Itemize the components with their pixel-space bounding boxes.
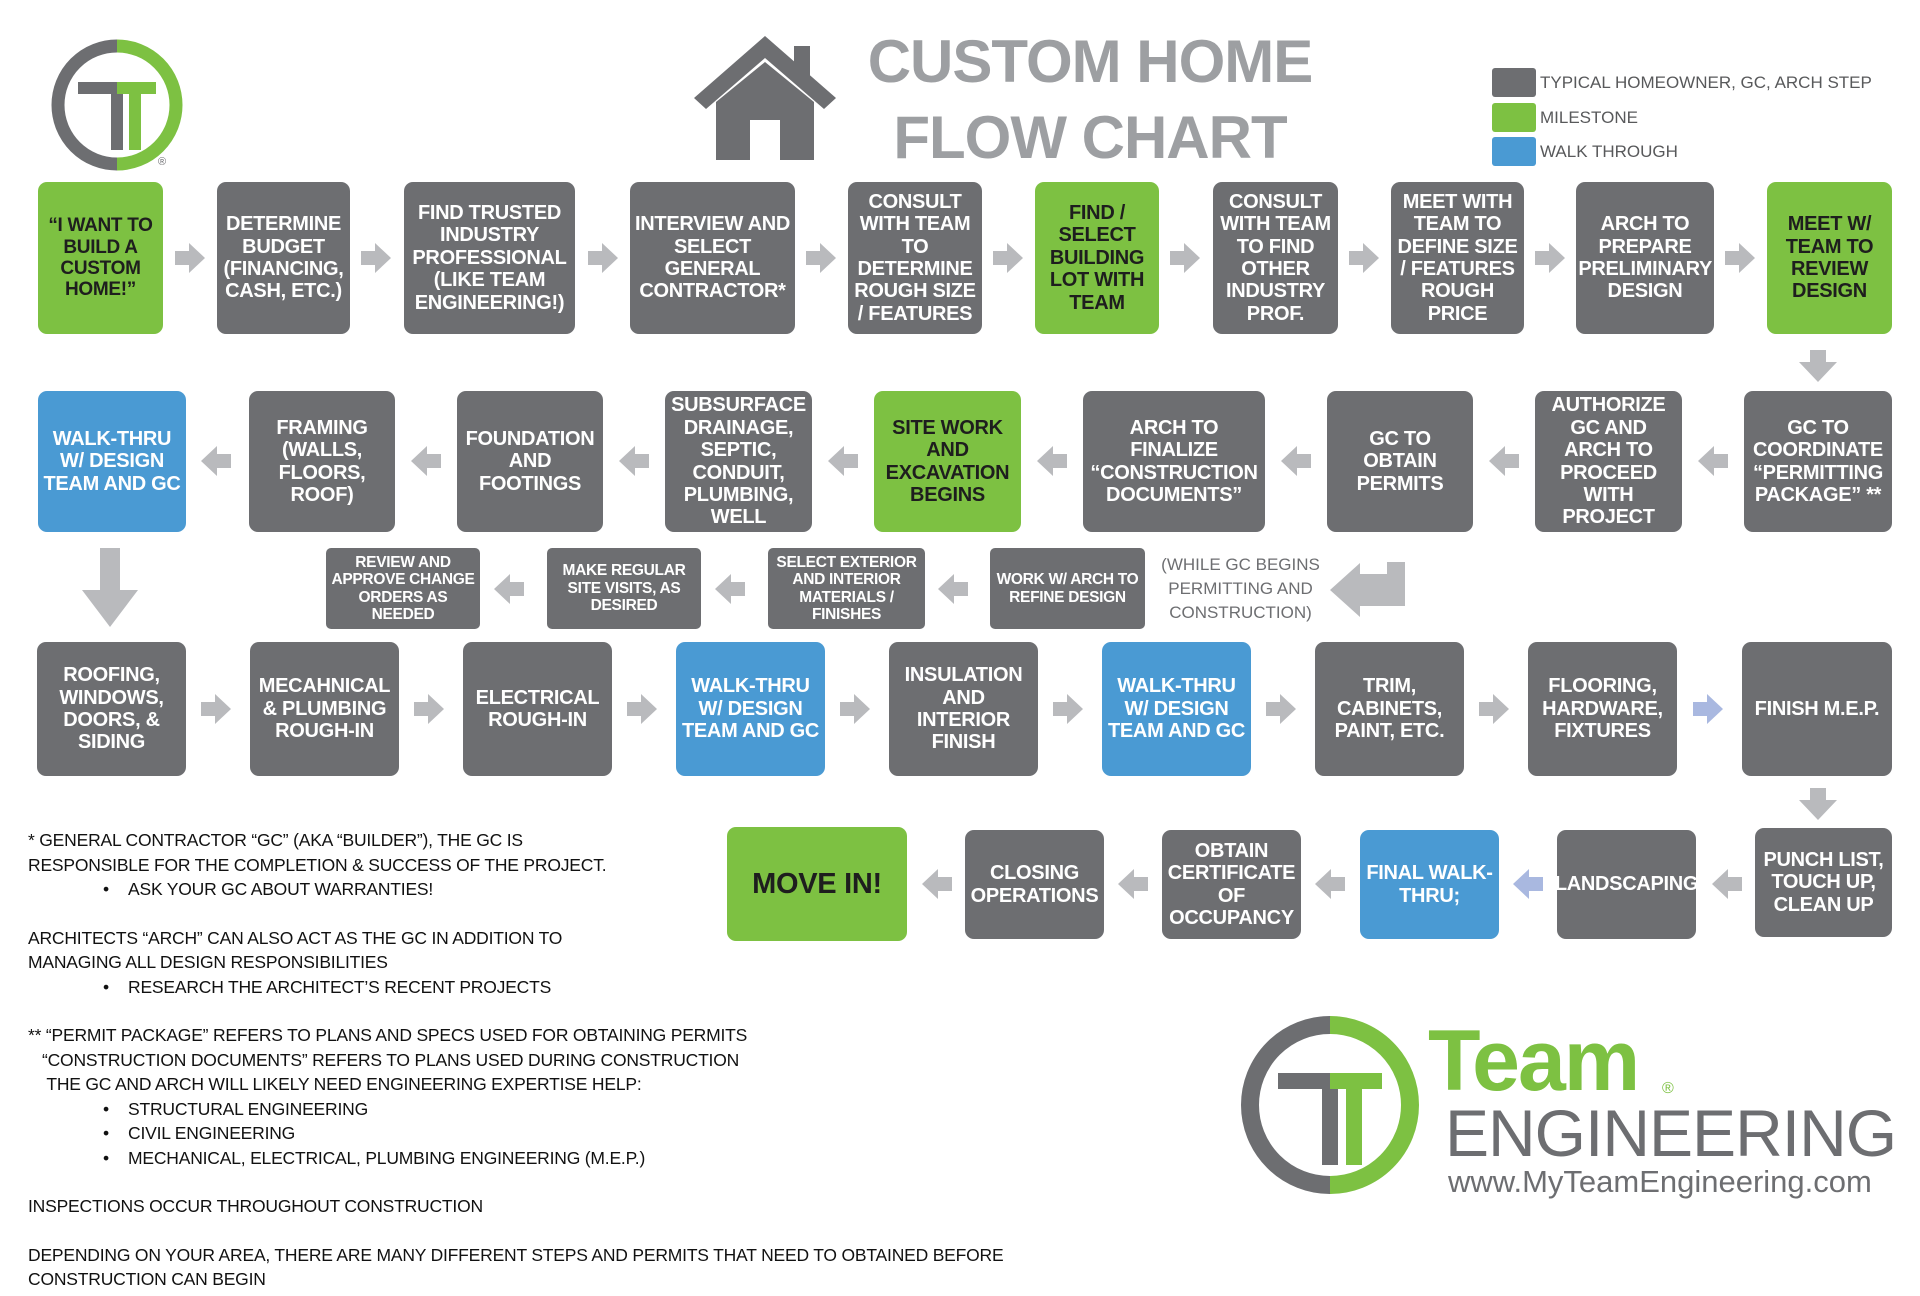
note-bullet: • CIVIL ENGINEERING — [28, 1121, 1028, 1146]
step-find-trusted-professional: FIND TRUSTED INDUSTRY PROFESSIONAL (LIKE TEAM ENGINEERING!) — [404, 182, 575, 334]
arrow-right-icon — [588, 243, 618, 273]
arrow-left-icon — [201, 446, 231, 476]
note-line: INSPECTIONS OCCUR THROUGHOUT CONSTRUCTION — [28, 1196, 483, 1216]
step-site-work: SITE WORK AND EXCAVATION BEGINS — [874, 391, 1021, 532]
arrow-right-icon — [1693, 694, 1723, 724]
arrow-left-icon — [1315, 869, 1345, 899]
note-spacer — [28, 1219, 1028, 1243]
note-bullet: • MECHANICAL, ELECTRICAL, PLUMBING ENGINEERING (M.E.P.) — [28, 1146, 1028, 1171]
side-step-change-orders: REVIEW AND APPROVE CHANGE ORDERS AS NEEDED — [326, 548, 480, 629]
note-line: CONSTRUCTION CAN BEGIN — [28, 1269, 266, 1289]
step-electrical: ELECTRICAL ROUGH-IN — [463, 642, 612, 776]
step-consult-other-professionals: CONSULT WITH TEAM TO FIND OTHER INDUSTRY PROF. — [1213, 182, 1338, 334]
note-bullet: • ASK YOUR GC ABOUT WARRANTIES! — [28, 877, 1028, 902]
arrow-right-icon — [1535, 243, 1565, 273]
step-walkthru-after-insulation: WALK-THRU W/ DESIGN TEAM AND GC — [1102, 642, 1251, 776]
note-spacer — [28, 1170, 1028, 1194]
arrow-right-icon — [1349, 243, 1379, 273]
side-note-permitting: (WHILE GC BEGINS PERMITTING AND CONSTRUCTION) — [1161, 555, 1320, 622]
arrow-left-icon — [494, 574, 524, 604]
arrow-left-icon — [619, 446, 649, 476]
side-step-site-visits: MAKE REGULAR SITE VISITS, AS DESIRED — [547, 548, 701, 629]
step-roofing-windows: ROOFING, WINDOWS, DOORS, & SIDING — [37, 642, 186, 776]
page-title-line2: FLOW CHART — [893, 104, 1287, 171]
note-line: * GENERAL CONTRACTOR “GC” (AKA “BUILDER”), THE GC IS — [28, 830, 523, 850]
step-certificate-of-occupancy: OBTAIN CERTIFICATE OF OCCUPANCY — [1162, 830, 1301, 939]
legend-label: WALK THROUGH — [1540, 141, 1678, 161]
note-line: ** “PERMIT PACKAGE” REFERS TO PLANS AND SPECS USED FOR OBTAINING PERMITS — [28, 1025, 748, 1045]
step-consult-rough-size: CONSULT WITH TEAM TO DETERMINE ROUGH SIZE / FEATURES — [848, 182, 982, 334]
note-line: MANAGING ALL DESIGN RESPONSIBILITIES — [28, 952, 388, 972]
note-spacer — [28, 902, 1028, 926]
step-subsurface-drainage: SUBSURFACE DRAINAGE, SEPTIC, CONDUIT, PLUMBING, WELL — [665, 391, 812, 532]
step-flooring: FLOORING, HARDWARE, FIXTURES — [1528, 642, 1677, 776]
step-trim-cabinets: TRIM, CABINETS, PAINT, ETC. — [1315, 642, 1464, 776]
arrow-left-icon — [1489, 446, 1519, 476]
arrow-left-icon — [1118, 869, 1148, 899]
arrow-right-icon — [627, 694, 657, 724]
note-spacer — [28, 999, 1028, 1023]
arrow-left-icon — [1513, 869, 1543, 899]
arrow-right-icon — [175, 243, 205, 273]
step-authorize-gc-arch: AUTHORIZE GC AND ARCH TO PROCEED WITH PROJECT — [1535, 391, 1682, 532]
step-obtain-permits: GC TO OBTAIN PERMITS — [1327, 391, 1473, 532]
arrow-right-icon — [993, 243, 1023, 273]
arrow-right-icon — [414, 694, 444, 724]
arrow-down-icon — [82, 548, 138, 627]
legend-label: TYPICAL HOMEOWNER, GC, ARCH STEP — [1540, 72, 1872, 92]
arrow-down-icon — [1799, 788, 1837, 820]
note-bullet: • RESEARCH THE ARCHITECT’S RECENT PROJECTS — [28, 975, 1028, 1000]
arrow-right-icon — [1053, 694, 1083, 724]
step-define-size-price: MEET WITH TEAM TO DEFINE SIZE / FEATURES ROUGH PRICE — [1391, 182, 1524, 334]
step-i-want-to-build: “I WANT TO BUILD A CUSTOM HOME!” — [38, 182, 163, 334]
brand-name-team: Team — [1428, 1013, 1639, 1109]
step-preliminary-design: ARCH TO PREPARE PRELIMINARY DESIGN — [1576, 182, 1714, 334]
note-line: ARCHITECTS “ARCH” CAN ALSO ACT AS THE GC IN ADDITION TO — [28, 927, 563, 948]
note-line: DEPENDING ON YOUR AREA, THERE ARE MANY DIFFERENT STEPS AND PERMITS THAT NEED TO OBTAINED BEFORE — [28, 1244, 1004, 1265]
step-finish-mep: FINISH M.E.P. — [1742, 642, 1892, 776]
step-foundation: FOUNDATION AND FOOTINGS — [457, 391, 603, 532]
step-find-building-lot: FIND / SELECT BUILDING LOT WITH TEAM — [1035, 182, 1159, 334]
brand-url: www.MyTeamEngineering.com — [1448, 1164, 1872, 1199]
arrow-right-icon — [201, 694, 231, 724]
step-final-walkthru: FINAL WALK-THRU; — [1360, 830, 1499, 939]
brand-registered-mark: ® — [1662, 1080, 1674, 1097]
arrow-down-icon — [1799, 350, 1837, 382]
arrow-right-icon — [806, 243, 836, 273]
side-step-refine-design: WORK W/ ARCH TO REFINE DESIGN — [990, 548, 1145, 629]
arrow-left-icon — [828, 446, 858, 476]
side-step-select-materials: SELECT EXTERIOR AND INTERIOR MATERIALS / FINISHES — [768, 548, 925, 629]
footnotes — [28, 828, 1028, 1292]
arrow-right-icon — [840, 694, 870, 724]
arrow-right-icon — [1266, 694, 1296, 724]
note-line: “CONSTRUCTION DOCUMENTS” REFERS TO PLANS USED DURING CONSTRUCTION — [28, 1049, 740, 1070]
arrow-right-icon — [361, 243, 391, 273]
arrow-left-icon — [411, 446, 441, 476]
brand-name-engineering: ENGINEERING — [1445, 1096, 1897, 1170]
note-line: RESPONSIBLE FOR THE COMPLETION & SUCCESS OF THE PROJECT. — [28, 854, 607, 875]
step-determine-budget: DETERMINE BUDGET (FINANCING, CASH, ETC.) — [217, 182, 350, 334]
page-title-line1: CUSTOM HOME — [867, 28, 1313, 95]
step-walkthru-after-electrical: WALK-THRU W/ DESIGN TEAM AND GC — [676, 642, 825, 776]
step-permitting-package: GC TO COORDINATE “PERMITTING PACKAGE” ** — [1744, 391, 1892, 532]
arrow-left-icon — [1712, 869, 1742, 899]
step-review-design: MEET W/ TEAM TO REVIEW DESIGN — [1767, 182, 1892, 334]
note-line: THE GC AND ARCH WILL LIKELY NEED ENGINEERING EXPERTISE HELP: — [28, 1074, 642, 1094]
step-insulation: INSULATION AND INTERIOR FINISH — [889, 642, 1038, 776]
step-closing-operations: CLOSING OPERATIONS — [965, 830, 1104, 939]
step-walkthru-design-team: WALK-THRU W/ DESIGN TEAM AND GC — [38, 391, 186, 532]
arrow-right-icon — [1479, 694, 1509, 724]
registered-mark: ® — [158, 156, 167, 168]
arrow-left-icon — [1698, 446, 1728, 476]
arrow-right-icon — [1170, 243, 1200, 273]
arrow-left-icon — [1281, 446, 1311, 476]
arrow-left-icon — [715, 574, 745, 604]
arrow-left-icon — [1037, 446, 1067, 476]
step-framing: FRAMING (WALLS, FLOORS, ROOF) — [249, 391, 395, 532]
step-move-in: MOVE IN! — [727, 827, 907, 941]
arrow-left-icon — [938, 574, 968, 604]
arrow-right-icon — [1725, 243, 1755, 273]
step-punch-list: PUNCH LIST, TOUCH UP, CLEAN UP — [1755, 828, 1892, 937]
step-mechanical-plumbing: MECAHNICAL & PLUMBING ROUGH-IN — [250, 642, 399, 776]
bent-arrow-icon — [1330, 562, 1405, 617]
step-landscaping: LANDSCAPING — [1557, 830, 1696, 939]
team-engineering-brand-logo-icon — [1240, 1015, 1420, 1195]
step-interview-general-contractor: INTERVIEW AND SELECT GENERAL CONTRACTOR* — [630, 182, 795, 334]
note-bullet: • STRUCTURAL ENGINEERING — [28, 1097, 1028, 1122]
legend-label: MILESTONE — [1540, 107, 1638, 127]
step-finalize-construction-documents: ARCH TO FINALIZE “CONSTRUCTION DOCUMENTS” — [1083, 391, 1265, 532]
